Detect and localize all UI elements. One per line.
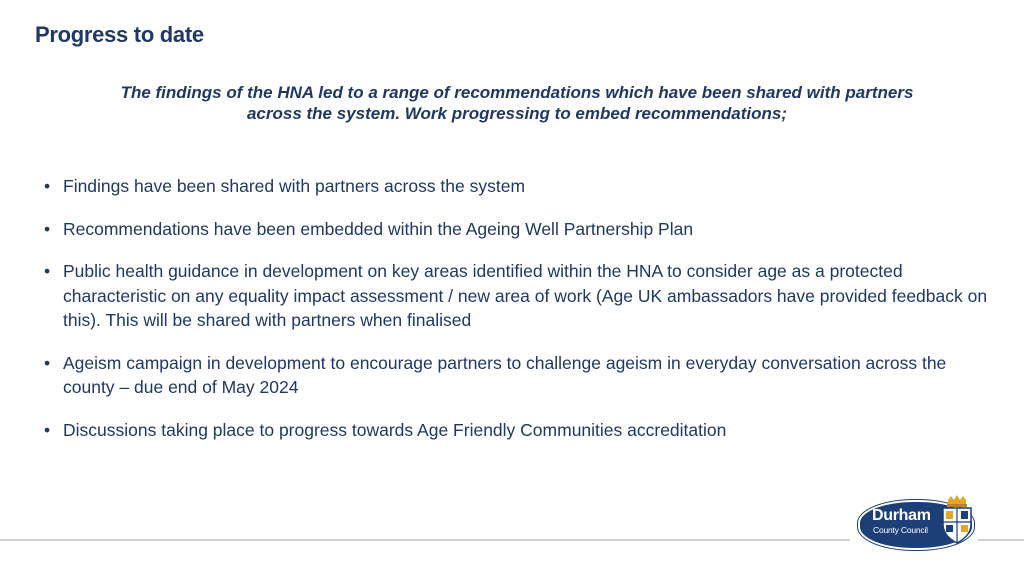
council-logo — [850, 494, 978, 552]
crest-icon — [939, 494, 975, 544]
bullet-marker: • — [44, 261, 51, 281]
bullet-text: Recommendations have been embedded within the Ageing Well Partnership Plan — [63, 218, 694, 239]
list-item — [44, 217, 994, 242]
bullet-marker: • — [44, 419, 51, 440]
bullet-text: Public health guidance in development on key areas identified within the HNA to consider age as a protected characteristic on any equality impact assessment / new area of work (Age UK ambassadors have provided feedback on this). This will be shared with partners when finalised — [63, 261, 988, 330]
intro-line-2: across the system. Work progressing to embed recommendations; — [246, 104, 788, 123]
list-item — [44, 418, 994, 443]
bullet-marker: • — [44, 352, 51, 373]
list-item — [44, 174, 994, 199]
page-title: Progress to date — [35, 22, 204, 47]
intro-text — [40, 82, 994, 124]
bullet-list — [44, 174, 994, 460]
bullet-text: Findings have been shared with partners across the system — [63, 176, 526, 196]
list-item — [44, 351, 994, 400]
bullet-text: Discussions taking place to progress towards Age Friendly Communities accreditation — [63, 419, 727, 440]
bullet-marker: • — [44, 218, 51, 239]
logo-name: Durham — [872, 507, 931, 524]
logo-subtitle: County Council — [873, 525, 928, 535]
bullet-marker: • — [44, 176, 51, 196]
list-item — [44, 259, 994, 333]
bullet-text: Ageism campaign in development to encourage partners to challenge ageism in everyday conversation across the county – due end of May 2024 — [63, 352, 947, 397]
intro-line-1: The findings of the HNA led to a range of recommendations which have been shared with partners — [120, 83, 914, 102]
